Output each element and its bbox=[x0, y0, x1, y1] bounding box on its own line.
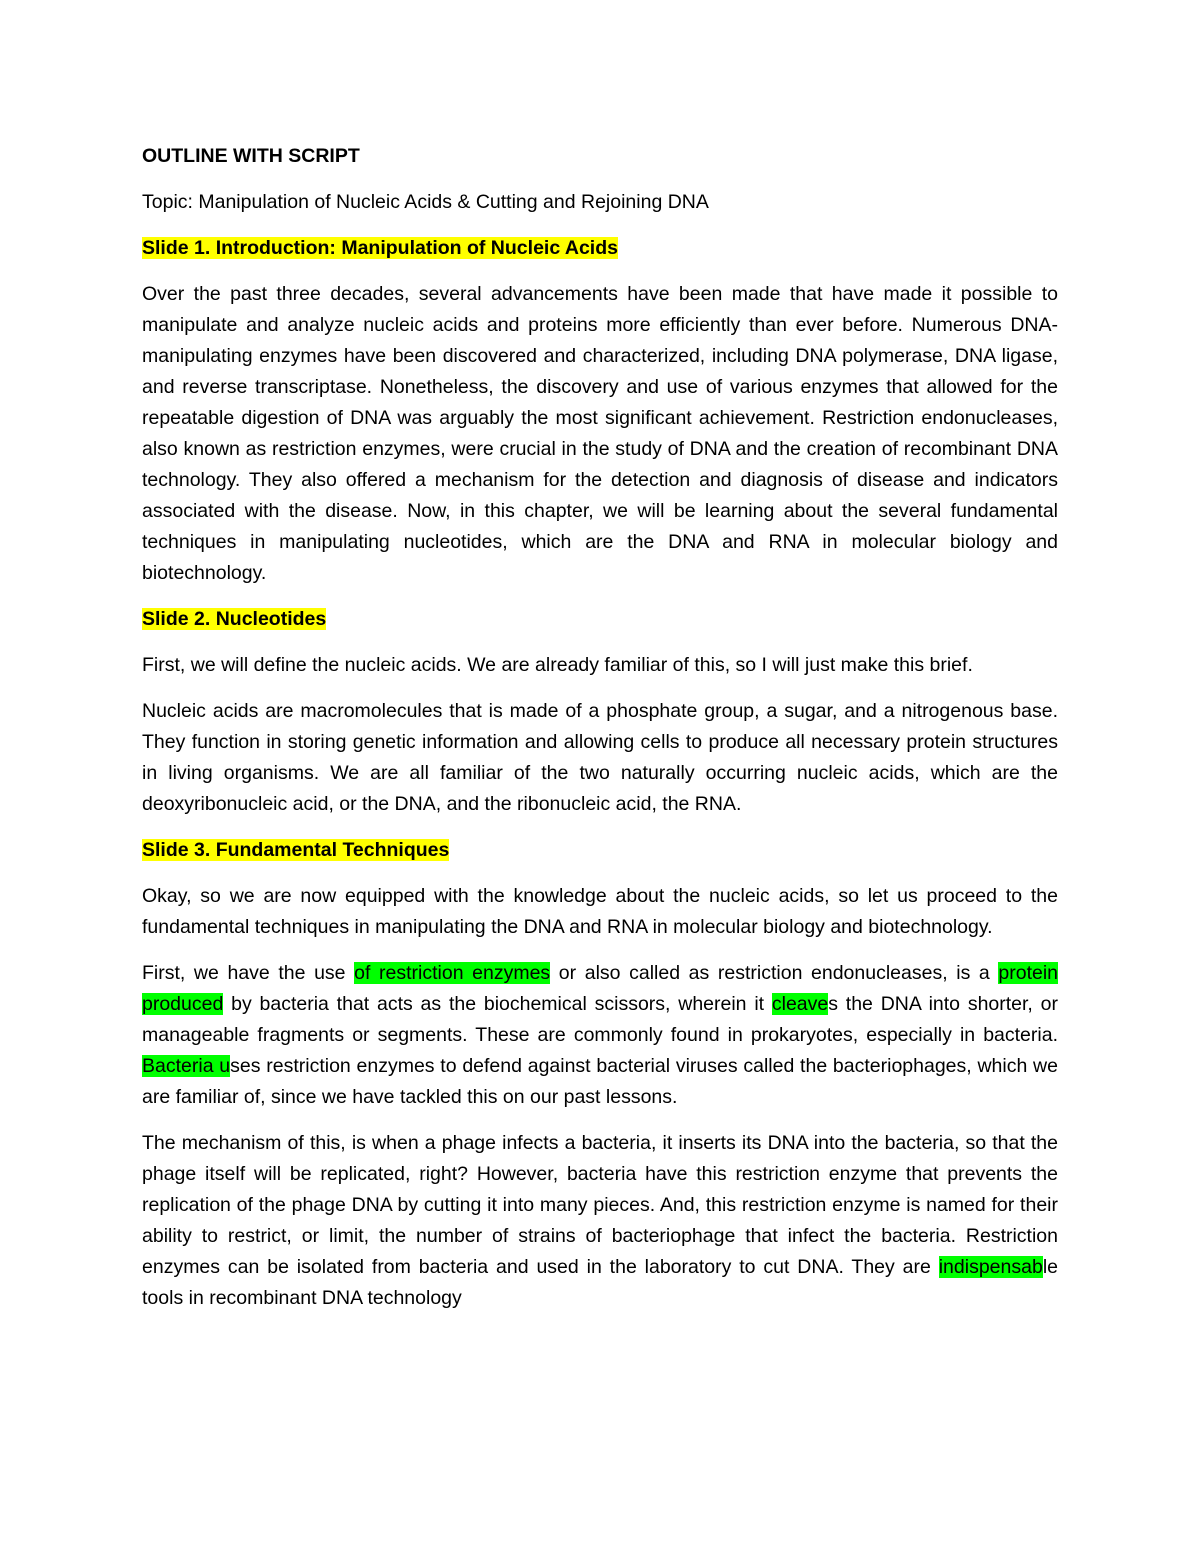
text-run: ses restriction enzymes to defend against bacterial viruses called the bacteriophages, which we are familiar of, since we have tackled this on our past lessons. bbox=[142, 1055, 1058, 1108]
slide3-paragraph-3 bbox=[142, 1128, 1058, 1314]
highlight-protein-produced: protein produced bbox=[142, 962, 1059, 1015]
slide3-heading bbox=[142, 835, 1058, 866]
highlight-bacteria-u: Bacteria u bbox=[142, 1055, 231, 1077]
slide3-paragraph-1: Okay, so we are now equipped with the knowledge about the nucleic acids, so let us proceed to the fundamental techniques in manipulating the DNA and RNA in molecular biology and biotechnology. bbox=[142, 885, 1058, 938]
text-run: The mechanism of this, is when a phage infects a bacteria, it inserts its DNA into the bacteria, so that the phage itself will be replicated, right? However, bacteria have this restriction enzyme that prevents the replication of the phage DNA by cutting it into many pieces. And, this restriction enzyme is named for their ability to restrict, or limit, the number of strains of bacteriophage that infect the bacteria. Restriction enzymes can be isolated from bacteria and used in the laboratory to cut DNA. They are bbox=[142, 1132, 1058, 1278]
slide2-paragraph-2: Nucleic acids are macromolecules that is made of a phosphate group, a sugar, and a nitrogenous base. They function in storing genetic information and allowing cells to produce all necessary protein structures in living organisms. We are all familiar of the two naturally occurring nucleic acids, which are the deoxyribonucleic acid, or the DNA, and the ribonucleic acid, the RNA. bbox=[142, 700, 1058, 815]
text-run: le tools in recombinant DNA technology bbox=[142, 1256, 1058, 1309]
slide2-heading-text: Slide 2. Nucleotides bbox=[142, 608, 327, 630]
slide3-paragraph-2 bbox=[142, 958, 1058, 1113]
highlight-cleave: cleave bbox=[771, 993, 829, 1015]
text-run: by bacteria that acts as the biochemical scissors, wherein it bbox=[223, 993, 772, 1015]
slide1-heading bbox=[142, 233, 1058, 264]
document-title: OUTLINE WITH SCRIPT bbox=[142, 145, 360, 167]
document-body bbox=[142, 141, 1058, 1329]
slide2-heading bbox=[142, 604, 1058, 635]
text-run: s the DNA into shorter, or manageable fragments or segments. These are commonly found in prokaryotes, especially in bacteria. bbox=[142, 993, 1058, 1046]
slide1-paragraph: Over the past three decades, several advancements have been made that have made it possible to manipulate and analyze nucleic acids and proteins more efficiently than ever before. Numerous DNA-manipulating enzymes have been discovered and characterized, including DNA polymerase, DNA ligase, and reverse transcriptase. Nonetheless, the discovery and use of various enzymes that allowed for the repeatable digestion of DNA was arguably the most significant achievement. Restriction endonucleases, also known as restriction enzymes, were crucial in the study of DNA and the creation of recombinant DNA technology. They also offered a mechanism for the detection and diagnosis of disease and indicators associated with the disease. Now, in this chapter, we will be learning about the several fundamental techniques in manipulating nucleotides, which are the DNA and RNA in molecular biology and biotechnology. bbox=[142, 283, 1058, 584]
highlight-restriction-enzymes: of restriction enzymes bbox=[354, 962, 551, 984]
slide1-heading-text: Slide 1. Introduction: Manipulation of Nucleic Acids bbox=[142, 237, 618, 259]
text-run: or also called as restriction endonucleases, is a bbox=[550, 962, 999, 984]
topic-line: Topic: Manipulation of Nucleic Acids & Cutting and Rejoining DNA bbox=[142, 191, 709, 213]
slide2-paragraph-1: First, we will define the nucleic acids. We are already familiar of this, so I will just make this brief. bbox=[142, 654, 973, 676]
highlight-indispensab: indispensab bbox=[938, 1256, 1043, 1278]
slide3-heading-text: Slide 3. Fundamental Techniques bbox=[142, 839, 450, 861]
text-run: First, we have the use bbox=[142, 962, 355, 984]
